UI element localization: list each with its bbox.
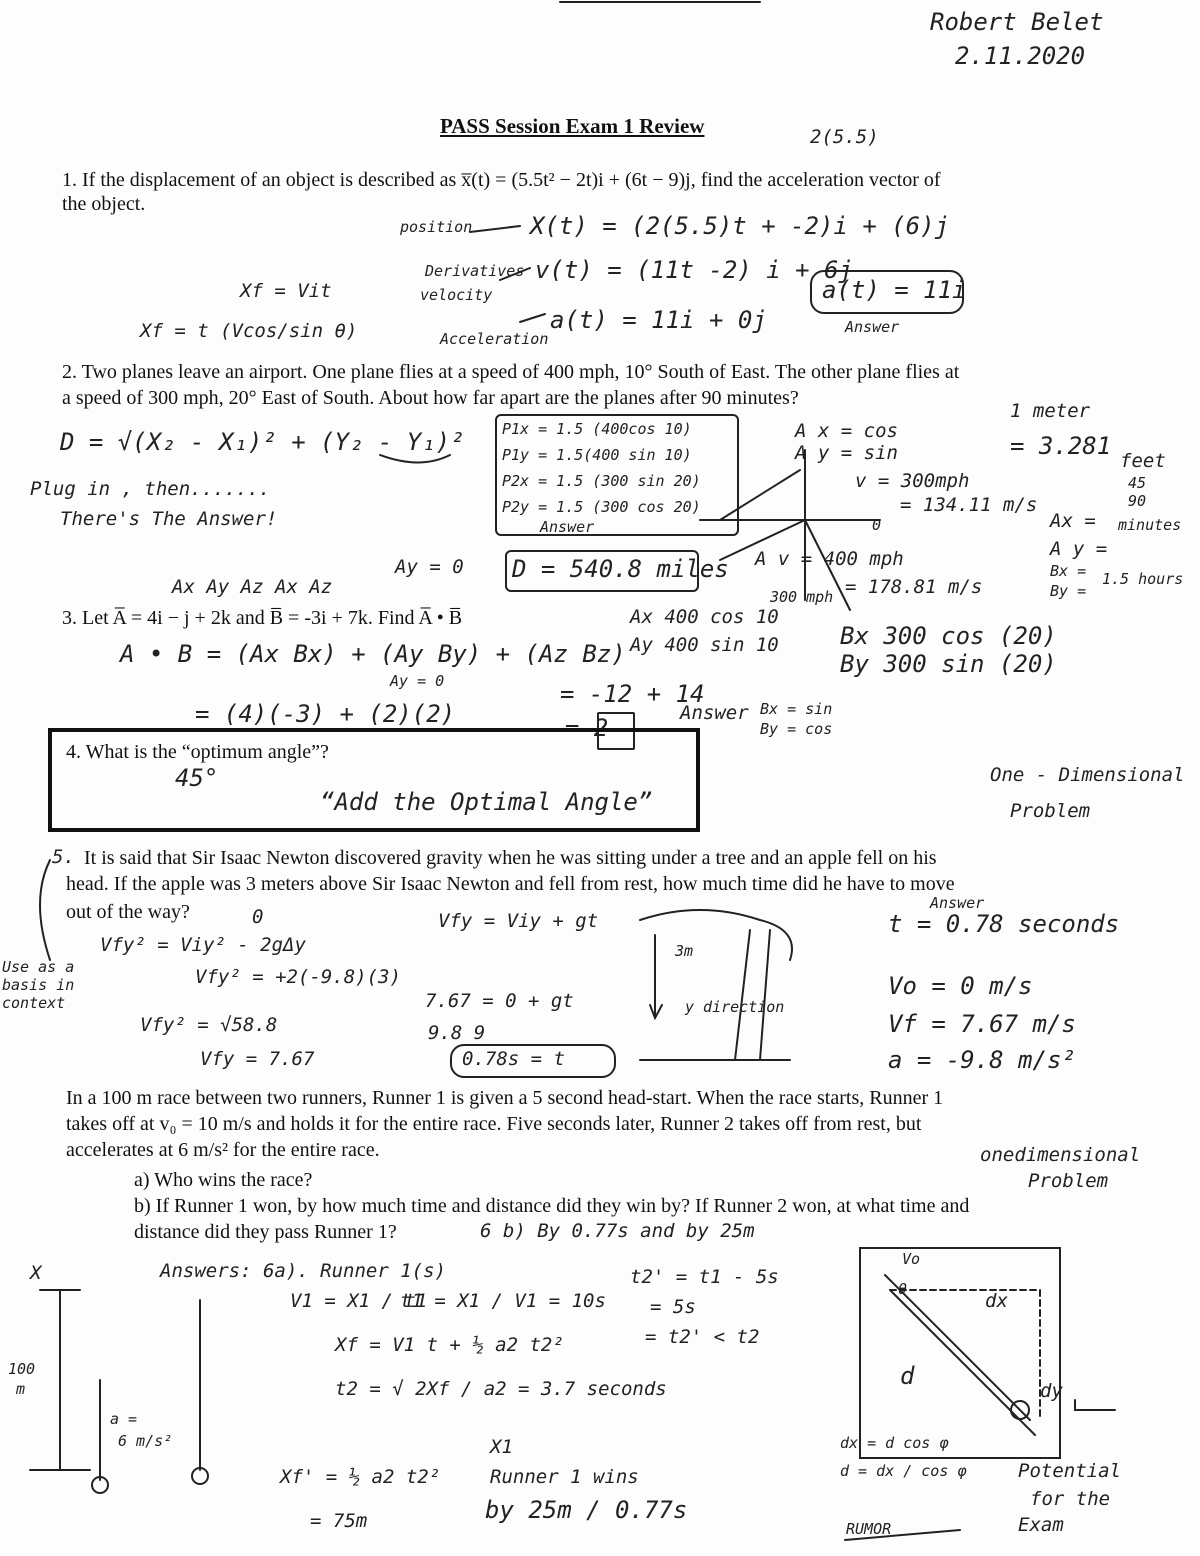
- q2-calc-4: P2y = 1.5 (300 cos 20): [502, 498, 701, 516]
- q5-text-line-1: It is said that Sir Isaac Newton discovered gravity when he was sitting under a tree and an apple fell on his: [84, 847, 937, 869]
- q6-wins-1: Runner 1 wins: [490, 1466, 639, 1488]
- header-note: 2(5.5): [810, 126, 879, 148]
- q2-ax-right: Ax =: [1050, 510, 1096, 532]
- q5-one-dim-2: Problem: [1010, 800, 1091, 822]
- q1-derivatives-label: Derivatives: [425, 262, 525, 280]
- q5-eq-3: Vfy² = √58.8: [140, 1014, 278, 1036]
- q5-direction: y direction: [685, 998, 785, 1016]
- q5-eq-4: Vfy = 7.67: [200, 1048, 315, 1070]
- q6-incline-line-1: [885, 1275, 1030, 1420]
- q6-x-label: X: [30, 1262, 42, 1284]
- q1-arrow-velocity: [500, 268, 530, 280]
- q5-tree-trunk-1: [735, 930, 750, 1060]
- q3-ay-zero-top: Ay = 0: [395, 556, 464, 578]
- q5-eq-1: Vfy² = Viy² - 2gΔy: [100, 934, 306, 956]
- q5-vo: Vo = 0 m/s: [888, 972, 1033, 1000]
- q1-answer-label: Answer: [845, 318, 900, 336]
- q2-plug-in: Plug in , then.......: [30, 478, 271, 500]
- q2-minutes-90: 90: [1128, 492, 1147, 510]
- q1-acceleration-eq: a(t) = 11i + 0j: [550, 306, 767, 334]
- q6-part-b-line-1: b) If Runner 1 won, by how much time and distance did they win by? If Runner 2 won, at what time and: [134, 1195, 970, 1217]
- q6-xf-prime-2: = 75m: [310, 1510, 368, 1532]
- q2-v400-ms: = 178.81 m/s: [845, 576, 983, 598]
- q2-text-line-1: 2. Two planes leave an airport. One plane flies at a speed of 400 mph, 10° South of East. The other plane flies at: [62, 361, 960, 383]
- q6-dy: dy: [1040, 1380, 1063, 1402]
- q2-ax-cos: A x = cos: [795, 420, 898, 442]
- q6-potential-1: Potential: [1018, 1460, 1121, 1482]
- q6-text-line-3: accelerates at 6 m/s² for the entire race.: [66, 1139, 380, 1161]
- q6-x1: X1: [490, 1436, 513, 1458]
- q2-ay-right: A y =: [1050, 538, 1108, 560]
- q6-dx-eq: dx = d cos φ: [840, 1434, 949, 1452]
- q1-text-line-2: the object.: [62, 193, 146, 215]
- q6-accel-1: a =: [110, 1410, 138, 1428]
- q6-potential-2: for the: [1030, 1488, 1111, 1510]
- q2-v300: v = 300mph: [855, 470, 970, 492]
- q2-distance-formula: D = √(X₂ - X₁)² + (Y₂ - Y₁)²: [60, 428, 465, 456]
- q6-d: d: [900, 1362, 915, 1390]
- q2-zero: 0: [872, 516, 882, 534]
- q1-velocity-label: velocity: [420, 286, 493, 304]
- q5-tree-trunk-2: [760, 930, 770, 1060]
- q2-feet-label: feet: [1120, 450, 1166, 472]
- q1-side-eq-2: Xf = t (Vcos/sin θ): [140, 320, 358, 342]
- q2-arrow: [380, 455, 450, 463]
- q6-part-b-line-2: distance did they pass Runner 1?: [134, 1221, 397, 1243]
- q6-text-line-2: takes off at v₀ = 10 m/s and holds it for the entire race. Five seconds later, Runner 2 takes off from rest, but: [66, 1113, 922, 1135]
- q6-wins-2: by 25m / 0.77s: [485, 1496, 688, 1524]
- q6-rumor: RUMOR: [846, 1520, 892, 1538]
- q6-t1: t1 = X1 / V1 = 10s: [400, 1290, 606, 1312]
- q3-dot-formula: A • B = (Ax Bx) + (Ay By) + (Az Bz): [120, 640, 626, 668]
- q6-t2-prime: t2' = t1 - 5s: [630, 1266, 779, 1288]
- q6-m: m: [16, 1380, 26, 1398]
- q1-side-eq-1: Xf = Vit: [240, 280, 332, 302]
- q2-theres-answer: There's The Answer!: [60, 508, 278, 530]
- q3-substitution: = (4)(-3) + (2)(2): [195, 700, 456, 728]
- q6-t2-prime-2: = 5s: [650, 1296, 696, 1318]
- q2-answer: D = 540.8 miles: [512, 555, 729, 583]
- q1-text-line-1: 1. If the displacement of an object is described as x̅(t) = (5.5t² − 2t)i + (6t − 9)j, find the acceleration vector of: [62, 169, 941, 191]
- q1-velocity-eq: v(t) = (11t -2) i + 6j: [535, 256, 853, 284]
- q2-v400: A v = 400 mph: [755, 548, 904, 570]
- q3-by-cos: By = cos: [760, 720, 833, 738]
- q5-vf: Vf = 7.67 m/s: [888, 1010, 1076, 1038]
- q6-one-dim-2: Problem: [1028, 1170, 1109, 1192]
- q6-hundred: 100: [8, 1360, 36, 1378]
- q6-t2: t2 = √ 2Xf / a2 = 3.7 seconds: [335, 1378, 667, 1400]
- q6-xf-prime: Xf' = ½ a2 t2²: [280, 1466, 441, 1488]
- q2-calc-1: P1x = 1.5 (400cos 10): [502, 420, 692, 438]
- q5-one-dim-1: One - Dimensional: [990, 764, 1185, 786]
- q6-v1: V1 = X1 / t1: [290, 1290, 428, 1312]
- q6-arrow-potential: [1075, 1400, 1115, 1410]
- q1-arrow-acceleration: [520, 314, 545, 322]
- q3-answer: = 2: [565, 714, 609, 742]
- q2-by: By =: [1050, 582, 1087, 600]
- q2-text-line-2: a speed of 300 mph, 20° East of South. About how far apart are the planes after 90 minutes?: [62, 387, 799, 409]
- q1-arrow-position: [470, 226, 520, 232]
- q2-minutes-45: 45: [1128, 474, 1147, 492]
- q5-eq-5: 7.67 = 0 + gt: [425, 990, 574, 1012]
- q5-zero: 0: [252, 906, 264, 928]
- q2-300mph-small: 300 mph: [770, 588, 834, 606]
- q4-note: “Add the Optimal Angle”: [320, 788, 653, 816]
- q5-number: 5.: [52, 846, 75, 868]
- student-name: Robert Belet: [930, 8, 1104, 36]
- q2-calc-2: P1y = 1.5(400 sin 10): [502, 446, 692, 464]
- q3-answer-label: Answer: [680, 702, 749, 724]
- q4-answer: 45°: [175, 764, 219, 792]
- q2-meter-feet: = 3.281: [1010, 432, 1112, 460]
- q3-bx-sin: Bx = sin: [760, 700, 833, 718]
- q5-side-arrow: [40, 860, 50, 960]
- q6-rumor-line: [845, 1530, 960, 1540]
- q3-by300: By 300 sin (20): [840, 650, 1057, 678]
- q5-side-note: Use as a basis in context: [2, 958, 75, 1012]
- q6-answer-b: 6 b) By 0.77s and by 25m: [480, 1220, 755, 1242]
- q2-bx: Bx =: [1050, 562, 1087, 580]
- q3-ax400: Ax 400 cos 10: [630, 606, 779, 628]
- q3-ay-zero-small: Ay = 0: [390, 672, 445, 690]
- q6-d-eq: d = dx / cos φ: [840, 1462, 967, 1480]
- q4-text: 4. What is the “optimum angle”?: [66, 741, 329, 763]
- q3-component-labels: Ax Ay Az Ax Az: [172, 576, 333, 598]
- q5-answer-label: Answer: [930, 894, 985, 912]
- q5-eq-7: 0.78s = t: [462, 1048, 565, 1070]
- q6-incline-line-2: [890, 1290, 1035, 1435]
- q2-v300-ms: = 134.11 m/s: [900, 494, 1038, 516]
- q2-answer-label: Answer: [540, 518, 595, 536]
- q2-hours: 1.5 hours: [1102, 570, 1184, 588]
- q6-text-line-1: In a 100 m race between two runners, Runner 1 is given a 5 second head-start. When the race starts, Runner 1: [66, 1087, 944, 1109]
- page-title: PASS Session Exam 1 Review: [440, 114, 705, 138]
- q6-vo: Vo: [902, 1250, 921, 1268]
- q6-dx: dx: [985, 1290, 1008, 1312]
- q6-answer-a: Answers: 6a). Runner 1(s): [160, 1260, 446, 1282]
- q1-position-label: position: [400, 218, 473, 236]
- date: 2.11.2020: [955, 42, 1086, 70]
- q5-text-line-2: head. If the apple was 3 meters above Sir Isaac Newton and fell from rest, how much time did he have to move: [66, 873, 955, 895]
- q3-bx300: Bx 300 cos (20): [840, 622, 1057, 650]
- q2-vector-diag: [720, 470, 800, 520]
- q2-meter: 1 meter: [1010, 400, 1091, 422]
- q2-calc-3: P2x = 1.5 (300 sin 20): [502, 472, 701, 490]
- q6-theta: θ: [898, 1280, 908, 1298]
- q5-text-line-3: out of the way?: [66, 901, 190, 923]
- q5-a: a = -9.8 m/s²: [888, 1046, 1076, 1074]
- q2-vector-300: [805, 520, 850, 610]
- q3-text: 3. Let A̅ = 4i − j + 2k and B̅ = -3i + 7k. Find A̅ • B̅: [62, 607, 463, 629]
- q5-eq-6: 9.8 9: [428, 1022, 486, 1044]
- q6-accel-2: 6 m/s²: [118, 1432, 173, 1450]
- q2-vector-400: [720, 520, 805, 560]
- q1-acceleration-label: Acceleration: [440, 330, 549, 348]
- q6-xf: Xf = V1 t + ½ a2 t2²: [335, 1334, 564, 1356]
- q6-one-dim-1: onedimensional: [980, 1144, 1141, 1166]
- q5-vfy-eq: Vfy = Viy + gt: [438, 910, 599, 932]
- q2-minutes-label: minutes: [1118, 516, 1182, 534]
- q5-eq-2: Vfy² = +2(-9.8)(3): [195, 966, 401, 988]
- q5-height: 3m: [675, 942, 694, 960]
- q3-ay400: Ay 400 sin 10: [630, 634, 779, 656]
- q5-answer: t = 0.78 seconds: [888, 910, 1120, 938]
- q6-part-a: a) Who wins the race?: [134, 1169, 313, 1191]
- q6-t2-prime-3: = t2' < t2: [645, 1326, 760, 1348]
- q1-position-eq: X(t) = (2(5.5)t + -2)i + (6)j: [530, 212, 950, 240]
- q2-ay-sin: A y = sin: [795, 442, 898, 464]
- q6-potential-3: Exam: [1018, 1514, 1064, 1536]
- q1-answer: a(t) = 11i: [822, 276, 967, 304]
- q3-sum: = -12 + 14: [560, 680, 705, 708]
